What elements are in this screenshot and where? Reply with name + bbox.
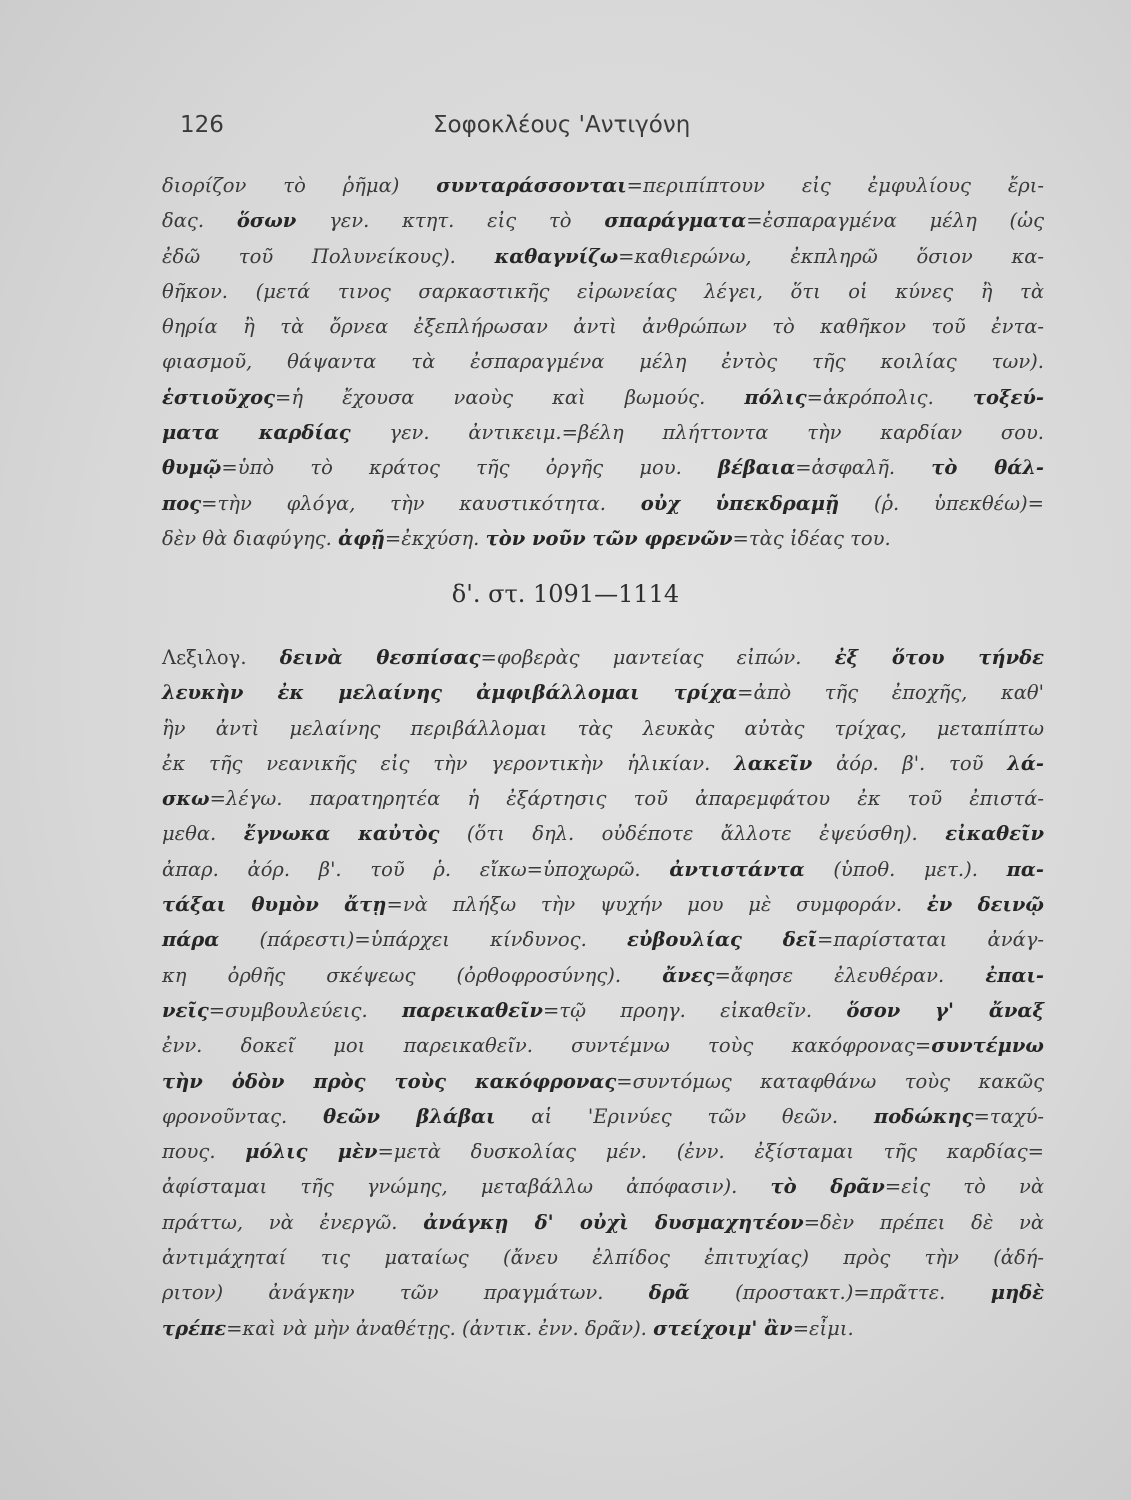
text-run: διορίζον τὸ ῥῆμα) (162, 174, 437, 197)
text-run: =ἡ ἔχουσα ναοὺς καὶ βωμούς. (275, 385, 745, 409)
text-run: =ἀκρόπολις. (806, 385, 973, 409)
lemma: τρέπε (162, 1316, 227, 1340)
lemma: οὐχ ὑπεκδραμῇ (640, 491, 840, 515)
page-header (180, 112, 1050, 152)
text-line (162, 675, 1044, 710)
lemma: ἀνάγκῃ δ' οὐχὶ δυσμαχητέον (423, 1210, 804, 1234)
text-run: =ἐκχύση. (384, 526, 486, 550)
text-line (162, 521, 1044, 556)
text-run: ριτον) ἀνάγκην τῶν πραγμάτων. (162, 1281, 649, 1305)
text-run: ἀφίσταμαι τῆς γνώμης, μεταβάλλω ἀπόφασιν). (162, 1175, 771, 1199)
lemma: τὸ δρᾶν (770, 1175, 885, 1199)
text-run: ἀόρ. β'. τοῦ (812, 751, 1008, 775)
text-run: =ὑπὸ τὸ κράτος τῆς ὀργῆς μου. (221, 456, 719, 480)
text-run: μεθα. (162, 822, 244, 846)
text-line (162, 922, 1044, 957)
text-run: ἐκ τῆς νεανικῆς εἰς τὴν γεροντικὴν ἡλικίαν. (162, 751, 735, 775)
text-run: δας. (162, 209, 237, 233)
lemma: ἄνες (662, 963, 715, 987)
text-run: γεν. ἀντικειμ.=βέλη πλήττοντα τὴν καρδίαν σου. (350, 421, 1044, 445)
text-run: =δὲν πρέπει δὲ νὰ (803, 1210, 1045, 1234)
lemma: λά- (1007, 751, 1044, 775)
text-line (162, 1205, 1044, 1240)
text-line (162, 816, 1044, 851)
text-line (162, 344, 1044, 379)
lemma: ἐπαι- (985, 963, 1044, 987)
text-run: κη ὀρθῆς σκέψεως (ὀρθοφροσύνης). (162, 963, 663, 987)
text-line (162, 1311, 1044, 1346)
text-run: =ταχύ- (973, 1104, 1045, 1128)
text-line (162, 640, 1044, 675)
text-run: (ῥ. ὑπεκθέω)= (839, 491, 1044, 515)
lemma: τὸν νοῦν τῶν φρενῶν (485, 526, 733, 550)
lemma: πάρα (162, 928, 220, 952)
text-run: =ἄφησε ἐλευθέραν. (714, 963, 986, 987)
lemma: λακεῖν (734, 751, 813, 775)
lemma: ὅσων (236, 209, 297, 233)
lemma: πα- (1006, 857, 1044, 881)
text-line (162, 746, 1044, 781)
text-run: ἣν ἀντὶ μελαίνης περιβάλλομαι τὰς λευκὰς αὐτὰς τρίχας, μεταπίπτω (162, 716, 1044, 740)
lemma: ὅσον γ' ἄναξ (846, 998, 1044, 1022)
text-run: (πάρεστι)=ὑπάρχει κίνδυνος. (219, 928, 628, 952)
text-line (162, 1099, 1044, 1134)
text-line (162, 380, 1044, 415)
text-line (162, 203, 1044, 238)
text-run: =τὴν φλόγα, τὴν καυστικότητα. (201, 491, 641, 515)
text-run: θηρία ἢ τὰ ὄρνεα ἐξεπλήρωσαν ἀντὶ ἀνθρώπων τὸ καθῆκον τοῦ ἐντα- (162, 315, 1044, 339)
text-run: θῆκον. (μετά τινος σαρκαστικῆς εἰρωνείας λέγει, ὅτι οἱ κύνες ἢ τὰ (162, 279, 1044, 303)
lemma: μηδὲ (990, 1281, 1044, 1305)
lemma: ἑστιοῦχος (162, 385, 276, 409)
lemma: ματα καρδίας (162, 421, 351, 445)
text-line (162, 1134, 1044, 1169)
text-run: (προστακτ.)=πρᾶττε. (689, 1281, 991, 1305)
text-run: (ὅτι δηλ. οὐδέποτε ἄλλοτε ἐψεύσθη). (439, 822, 946, 846)
text-line (162, 415, 1044, 450)
text-run: πους. (162, 1140, 246, 1164)
lemma: εἰκαθεῖν (945, 822, 1044, 846)
lemma: τάξαι θυμὸν ἄτῃ (162, 893, 387, 917)
lemma: τὴν ὁδὸν πρὸς τοὺς κακόφρονας (162, 1069, 617, 1093)
lemma: ποδώκης (873, 1104, 974, 1128)
lemma: ἀφῇ (338, 526, 385, 550)
commentary-lexicon (162, 640, 1044, 1346)
lemma: καθαγνίζω (494, 244, 619, 268)
text-line (162, 239, 1044, 274)
text-line (162, 1028, 1044, 1063)
section-label: Λεξιλογ. (162, 646, 280, 669)
lemma: πος (162, 491, 202, 515)
lemma: στείχοιμ' ἂν (653, 1316, 793, 1340)
text-run: =τὰς ἰδέας του. (732, 526, 891, 550)
lemma: συντέμνω (931, 1034, 1044, 1058)
text-run: =φοβερὰς μαντείας εἰπών. (480, 646, 835, 669)
text-run: =μετὰ δυσκολίας μέν. (ἐνν. ἐξίσταμαι τῆς καρδίας= (377, 1140, 1044, 1164)
text-run: =ἀσφαλῆ. (795, 456, 932, 480)
lemma: εὐβουλίας δεῖ (627, 928, 818, 952)
text-run: ἐνν. δοκεῖ μοι παρεικαθεῖν. συντέμνω τοὺς κακόφρονας= (162, 1034, 932, 1058)
lemma: σκω (162, 787, 210, 811)
text-run: =τῷ προηγ. εἰκαθεῖν. (542, 998, 847, 1022)
lemma: παρεικαθεῖν (401, 998, 543, 1022)
lemma: δεινὰ θεσπίσας (279, 646, 481, 669)
lemma: θεῶν βλάβαι (323, 1104, 496, 1128)
text-line (162, 711, 1044, 746)
text-run: =καὶ νὰ μὴν ἀναθέτῃς. (ἀντικ. ἐνν. δρᾶν). (226, 1316, 654, 1340)
text-run: =ἀπὸ τῆς ἐποχῆς, καθ' (737, 681, 1045, 705)
text-run: =εἶμι. (792, 1316, 854, 1340)
text-line (162, 1169, 1044, 1204)
text-line (162, 1064, 1044, 1099)
lemma: σπαράγματα (604, 209, 747, 233)
text-run: =συμβουλεύεις. (208, 998, 402, 1022)
running-title: Σοφοκλέους 'Αντιγόνη (433, 112, 691, 138)
text-run: πράττω, νὰ ἐνεργῶ. (162, 1210, 424, 1234)
text-line (162, 274, 1044, 309)
text-run: ἀντιμάχηταί τις ματαίως (ἄνευ ἐλπίδος ἐπιτυχίας) πρὸς τὴν (ἀδή- (162, 1246, 1044, 1270)
text-line (162, 1240, 1044, 1275)
text-run: =συντόμως καταφθάνω τοὺς κακῶς (616, 1069, 1044, 1093)
lemma: μόλις μὲν (245, 1140, 378, 1164)
lemma: ἀντιστάντα (669, 857, 805, 881)
text-line (162, 887, 1044, 922)
section-heading: δ'. στ. 1091—1114 (451, 580, 680, 608)
lemma: νεῖς (162, 998, 209, 1022)
text-run: =παρίσταται ἀνάγ- (817, 928, 1044, 952)
lemma: ἔγνωκα καὐτὸς (243, 822, 440, 846)
text-line (162, 993, 1044, 1028)
lemma: λευκὴν ἐκ μελαίνης ἀμφιβάλλομαι τρίχα (162, 681, 738, 705)
lemma: ἐν δεινῷ (926, 893, 1044, 917)
text-line (162, 309, 1044, 344)
text-run: αἱ 'Ερινύες τῶν θεῶν. (495, 1104, 874, 1128)
lemma: ἐξ ὅτου τήνδε (834, 646, 1044, 669)
text-line (162, 958, 1044, 993)
text-run: φιασμοῦ, θάψαντα τὰ ἐσπαραγμένα μέλη ἐντὸς τῆς κοιλίας των). (162, 350, 1044, 374)
text-run: γεν. κτητ. εἰς τὸ (296, 209, 605, 233)
text-run: ἀπαρ. ἀόρ. β'. τοῦ ῥ. εἴκω=ὑποχωρῶ. (162, 857, 670, 881)
text-line (162, 781, 1044, 816)
text-run: =λέγω. παρατηρητέα ἡ ἐξάρτησις τοῦ ἀπαρεμφάτου ἐκ τοῦ ἐπιστά- (209, 787, 1044, 811)
text-line (162, 450, 1044, 485)
text-run: (ὑποθ. μετ.). (804, 857, 1007, 881)
lemma: δρᾶ (648, 1281, 690, 1305)
text-line (162, 486, 1044, 521)
text-run: φρονοῦντας. (162, 1104, 324, 1128)
text-run: =εἰς τὸ νὰ (884, 1175, 1044, 1199)
text-line (162, 1275, 1044, 1310)
text-line (162, 852, 1044, 887)
text-run: =περιπίπτουν εἰς ἐμφυλίους ἔρι- (626, 174, 1045, 197)
lemma: συνταράσσονται (436, 174, 627, 197)
page-number: 126 (180, 112, 224, 138)
text-run: =ἐσπαραγμένα μέλη (ὡς (746, 209, 1044, 233)
lemma: τοξεύ- (972, 385, 1044, 409)
text-run: =καθιερώνω, ἐκπληρῶ ὅσιον κα- (618, 244, 1044, 268)
text-run: ἐδῶ τοῦ Πολυνείκους). (162, 244, 495, 268)
lemma: βέβαια (718, 456, 796, 480)
lemma: πόλις (744, 385, 807, 409)
text-run: δὲν θὰ διαφύγης. (162, 526, 339, 550)
text-run: =νὰ πλήξω τὴν ψυχήν μου μὲ συμφοράν. (386, 893, 927, 917)
lemma: τὸ θάλ- (931, 456, 1044, 480)
lemma: θυμῷ (162, 456, 222, 480)
text-line (162, 168, 1044, 203)
commentary-top (162, 168, 1044, 556)
